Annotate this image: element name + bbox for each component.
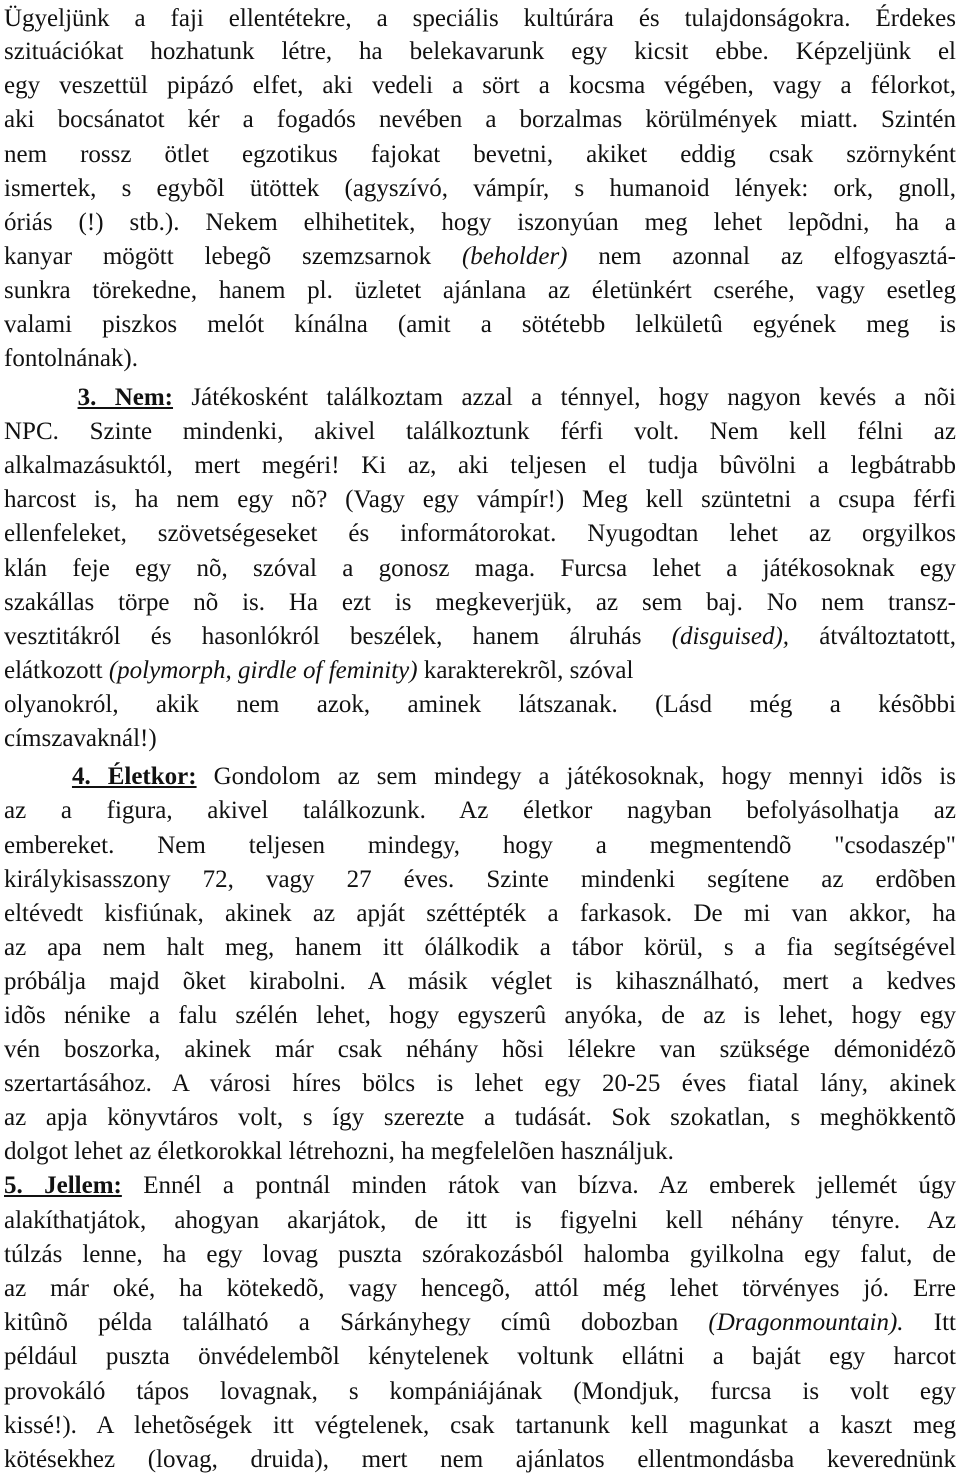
text-line	[4, 1067, 956, 1101]
text-line	[4, 449, 956, 483]
text-segment: nem rossz ötlet egzotikus fajokat bevetni, akiket eddig csak szörnyként	[4, 141, 956, 168]
text-line	[4, 1101, 956, 1135]
text-line	[4, 1204, 956, 1238]
text-line	[4, 2, 956, 36]
text-segment	[4, 763, 72, 790]
text-segment: NPC. Szinte mindenki, akivel találkoztunk férfi volt. Nem kell félni az	[4, 418, 956, 445]
text-segment: kitûnõ példa található a Sárkányhegy címû dobozban	[4, 1309, 709, 1336]
text-segment: vesztitákról és hasonlókról beszélek, hanem álruhás	[4, 623, 672, 650]
text-segment: az a figura, akivel találkozunk. Az életkor nagyban befolyásolhatja az	[4, 797, 956, 824]
text-segment: az apja könyvtáros volt, s így szerezte a tudását. Sok szokatlan, s meghökkentõ	[4, 1104, 956, 1131]
text-line	[4, 654, 633, 688]
text-segment: szituációkat hozhatunk létre, ha belekavarunk egy kicsit ebbe. Képzeljünk el	[4, 38, 956, 65]
text-line	[4, 483, 956, 517]
text-line	[4, 517, 956, 551]
text-segment: például puszta önvédelembõl kénytelenek voltunk ellátni a baját egy harcot	[4, 1343, 956, 1370]
text-segment: aki bocsánatot kér a fogadós nevében a borzalmas körülmények miatt. Szintén	[4, 106, 956, 133]
text-segment: kissé!). A lehetõségek itt végtelenek, csak tartanunk kell magunkat a kaszt meg	[4, 1412, 956, 1439]
text-line	[4, 1169, 956, 1203]
text-segment: embereket. Nem teljesen mindegy, hogy a megmentendõ "csodaszép"	[4, 832, 956, 859]
text-segment: valami piszkos melót kínálna (amit a sötétebb lelkületû egyének meg is	[4, 311, 956, 338]
text-line	[4, 1135, 674, 1169]
text-line	[4, 206, 956, 240]
text-segment: fontolnának).	[4, 345, 138, 372]
text-segment: Ennél a pontnál minden rátok van bízva. Az emberek jellemét úgy	[121, 1172, 956, 1199]
text-line	[4, 1375, 956, 1409]
text-segment: Gondolom az sem mindegy a játékosoknak, hogy mennyi idõs is	[196, 763, 956, 790]
text-line	[4, 1306, 956, 1340]
text-line	[4, 965, 956, 999]
text-line	[4, 863, 956, 897]
italic-term: (polymorph, girdle of feminity)	[108, 657, 418, 684]
text-segment: olyanokról, akik nem azok, aminek látszanak. (Lásd még a késõbbi	[4, 691, 956, 718]
text-line	[4, 897, 956, 931]
text-line	[4, 35, 956, 69]
text-segment: próbálja majd õket kirabolni. A másik véglet is kihasználható, mert a kedves	[4, 968, 956, 995]
section-heading: 4. Életkor:	[71, 763, 197, 790]
italic-term: (beholder)	[461, 243, 568, 270]
text-segment: eltévedt kisfiúnak, akinek az apját széttépték a farkasok. De mi van akkor, ha	[4, 900, 956, 927]
text-segment: az már oké, ha kötekedõ, vagy hencegõ, attól még lehet törvényes jó. Erre	[4, 1275, 956, 1302]
text-segment: szertartásához. A városi híres bölcs is lehet egy 20-25 éves fiatal lány, akinek	[4, 1070, 956, 1097]
text-line	[4, 1238, 956, 1272]
text-line	[4, 138, 956, 172]
text-line	[4, 1443, 956, 1477]
text-segment: átváltoztatott,	[789, 623, 956, 650]
text-segment: Játékosként találkoztam azzal a ténnyel, hogy nagyon kevés a nõi	[173, 384, 956, 411]
text-segment: kötésekhez (lovag, druida), mert nem ajánlatos ellentmondásba keverednünk	[4, 1446, 956, 1473]
text-segment: túlzás lenne, ha egy lovag puszta szórakozásból halomba gyilkolna egy falut, de	[4, 1241, 956, 1268]
text-segment: Itt	[903, 1309, 956, 1336]
italic-term: (Dragonmountain).	[708, 1309, 904, 1336]
text-line	[4, 415, 956, 449]
text-line	[4, 342, 138, 376]
text-segment: provokáló tápos lovagnak, s kompániájának (Mondjuk, furcsa is volt egy	[4, 1378, 956, 1405]
text-segment: vén boszorka, akinek már csak néhány hõsi lélekre van szüksége démonidézõ	[4, 1036, 956, 1063]
text-segment: dolgot lehet az életkorokkal létrehozni, ha megfelelõen használjuk.	[4, 1138, 674, 1165]
italic-term: (disguised),	[671, 623, 790, 650]
text-segment: nem azonnal az elfogyasztá-	[567, 243, 957, 270]
text-segment: kanyar mögött lebegõ szemzsarnok	[4, 243, 462, 270]
text-line	[4, 172, 956, 206]
text-segment: az apa nem halt meg, hanem itt ólálkodik a tábor körül, s a fia segítségével	[4, 934, 956, 961]
text-segment: egy veszettül pipázó elfet, aki vedeli a sört a kocsma végében, vagy a félorkot,	[4, 72, 956, 99]
text-line	[4, 240, 956, 274]
text-line	[4, 103, 956, 137]
text-line	[4, 381, 956, 415]
text-line	[4, 794, 956, 828]
text-line	[4, 722, 157, 756]
text-line	[4, 1409, 956, 1443]
text-segment: ellenfeleket, szövetségeseket és informátorokat. Nyugodtan lehet az orgyilkos	[4, 520, 956, 547]
section-heading: 5. Jellem:	[4, 1172, 122, 1199]
text-line	[4, 586, 956, 620]
text-line	[4, 308, 956, 342]
text-segment: ismertek, s egybõl ütöttek (agyszívó, vámpír, s humanoid lények: ork, gnoll,	[4, 175, 956, 202]
text-line	[4, 274, 956, 308]
text-segment: óriás (!) stb.). Nekem elhihetitek, hogy iszonyúan meg lehet lepõdni, ha a	[4, 209, 956, 236]
text-segment: alakíthatjátok, ahogyan akarjátok, de itt is figyelni kell néhány tényre. Az	[4, 1207, 956, 1234]
text-line	[4, 999, 956, 1033]
text-segment: alkalmazásuktól, mert megéri! Ki az, aki teljesen el tudja bûvölni a legbátrabb	[4, 452, 956, 479]
text-line	[4, 1272, 956, 1306]
text-segment: sunkra törekedne, hanem pl. üzletet ajánlana az életünkért cseréhe, vagy esetleg	[4, 277, 956, 304]
text-segment: klán feje egy nõ, szóval a gonosz maga. Furcsa lehet a játékosoknak egy	[4, 555, 956, 582]
text-segment: Ügyeljünk a faji ellentétekre, a speciális kultúrára és tulajdonságokra. Érdekes	[4, 5, 956, 32]
section-heading: 3. Nem:	[77, 384, 174, 411]
text-segment: szakállas törpe nõ is. Ha ezt is megkeverjük, az sem baj. No nem transz-	[4, 589, 956, 616]
text-line	[4, 552, 956, 586]
text-segment: címszavaknál!)	[4, 725, 157, 752]
text-line	[4, 1033, 956, 1067]
text-segment: elátkozott	[4, 657, 109, 684]
text-line	[4, 69, 956, 103]
text-line	[4, 620, 956, 654]
text-segment	[4, 384, 78, 411]
text-line	[4, 931, 956, 965]
text-line	[4, 688, 956, 722]
text-line	[4, 760, 956, 794]
text-line	[4, 829, 956, 863]
text-segment: harcost is, ha nem egy nõ? (Vagy egy vámpír!) Meg kell szüntetni a csupa férfi	[4, 486, 956, 513]
text-segment: karakterekrõl, szóval	[417, 657, 634, 684]
text-segment: idõs nénike a falu szélén lehet, hogy egyszerû anyóka, de az is lehet, hogy egy	[4, 1002, 956, 1029]
text-line	[4, 1340, 956, 1374]
text-segment: királykisasszony 72, vagy 27 éves. Szinte mindenki segítene az erdõben	[4, 866, 956, 893]
